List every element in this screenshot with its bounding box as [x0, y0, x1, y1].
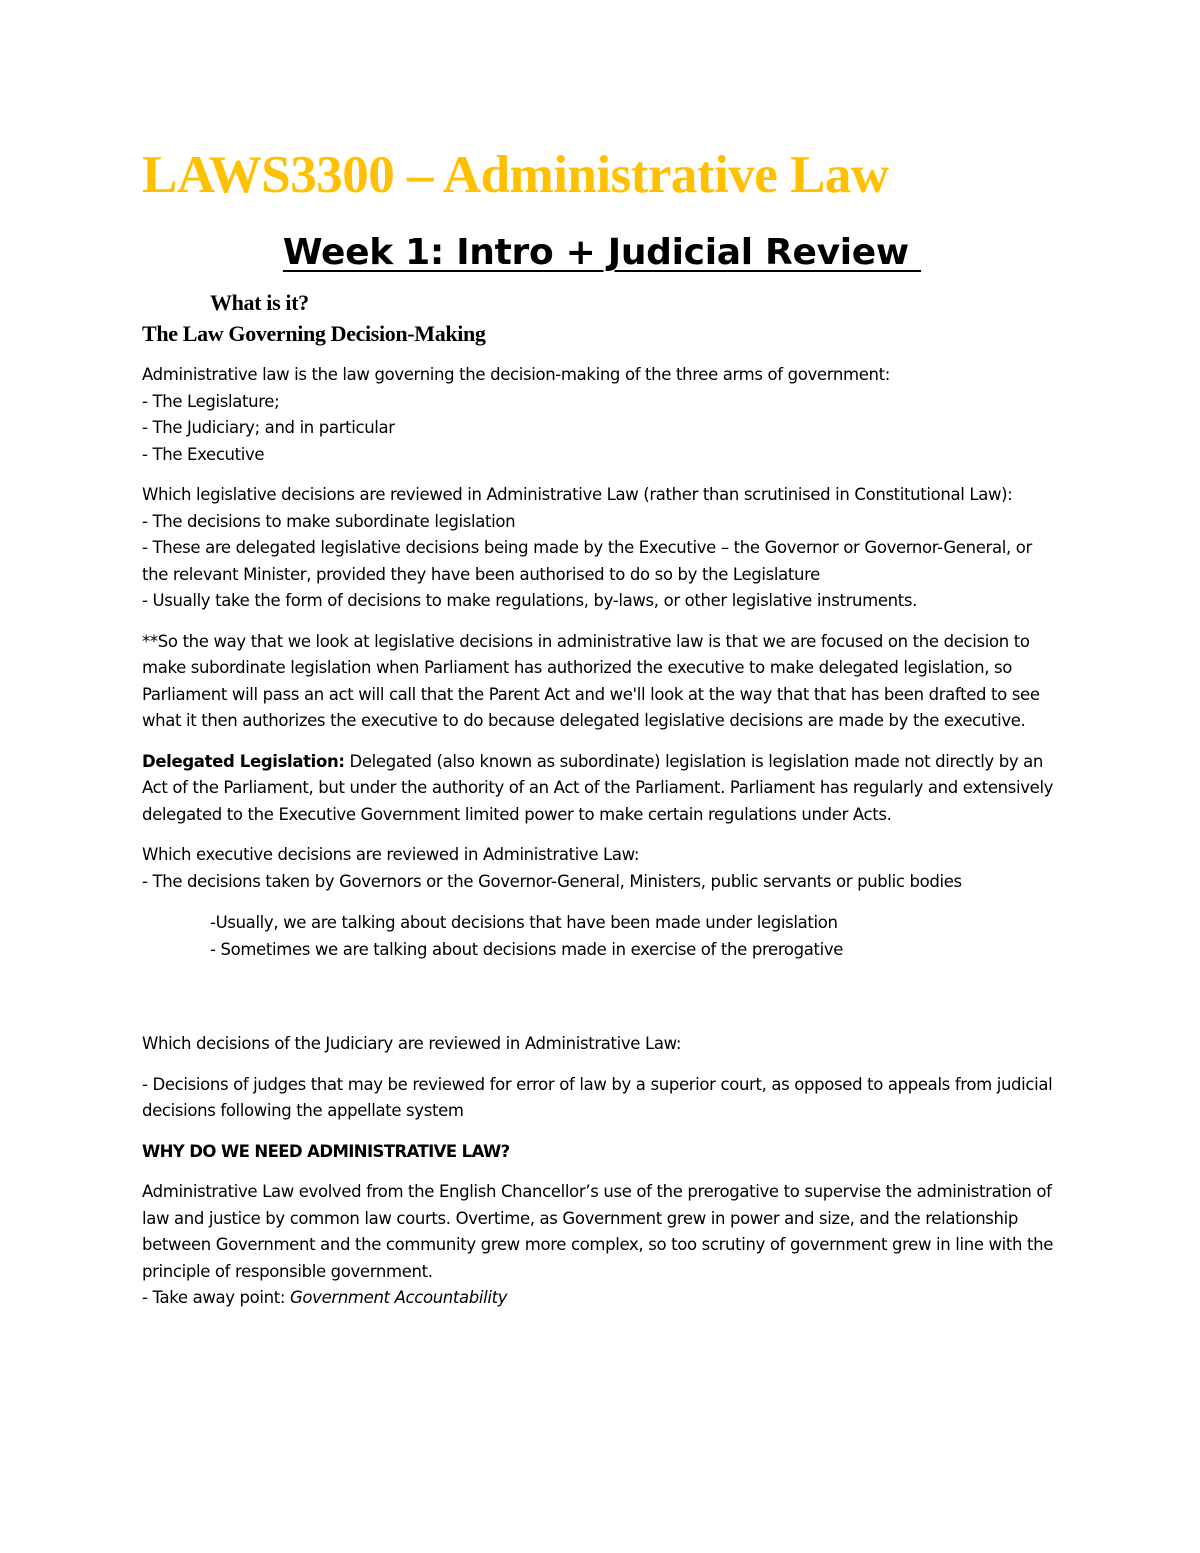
week-heading: Week 1: Intro + Judicial Review — [282, 232, 922, 273]
sub-list-item: -Usually, we are talking about decisions that have been made under legislation — [210, 913, 838, 932]
why-heading: WHY DO WE NEED ADMINISTRATIVE LAW? — [142, 1141, 510, 1161]
document-title: LAWS3300 – Administrative Law — [142, 146, 889, 204]
list-item: - Usually take the form of decisions to make regulations, by-laws, or other legislative instruments. — [142, 591, 917, 610]
list-item: - The decisions taken by Governors or the Governor-General, Ministers, public servants or public bodies — [142, 871, 962, 891]
list-item: - The Judiciary; and in particular — [142, 418, 395, 437]
judiciary-lead: Which decisions of the Judiciary are reviewed in Administrative Law: — [142, 1034, 682, 1053]
list-item: - The decisions to make subordinate legislation — [142, 511, 516, 531]
executive-block — [142, 842, 1062, 895]
intro-lead: Administrative law is the law governing the decision-making of the three arms of government: — [142, 365, 890, 384]
intro-block — [142, 362, 1062, 468]
judiciary-item: - Decisions of judges that may be reviewed for error of law by a superior court, as opposed to appeals from judicial decisions following the appellate system — [142, 1074, 1053, 1120]
why-block — [142, 1179, 1062, 1312]
sub-list-item: - Sometimes we are talking about decisions made in exercise of the prerogative — [210, 939, 844, 959]
takeaway-label: - Take away point: — [142, 1288, 290, 1307]
delegated-legislation-term: Delegated Legislation: — [142, 751, 345, 771]
legislative-block — [142, 482, 1062, 615]
executive-lead: Which executive decisions are reviewed in Administrative Law: — [142, 845, 640, 864]
delegated-legislation-text: Delegated (also known as subordinate) legislation is legislation made not directly by an Act of the Parliament, but under the authority of an Act of the Parliament. Parliament has regularly and extensively delegated to the Executive Government limited power to make certain regulations under Acts. — [142, 751, 1054, 824]
executive-sub-list — [142, 910, 1062, 963]
legislative-lead: Which legislative decisions are reviewed in Administrative Law (rather than scrutinised in Constitutional Law): — [142, 485, 1013, 504]
takeaway-value: Government Accountability — [289, 1288, 508, 1307]
takeaway-line — [142, 1285, 1062, 1312]
list-item: - The Legislature; — [142, 391, 280, 411]
delegated-legislation-paragraph — [142, 749, 1062, 829]
what-is-it-heading: What is it? — [210, 290, 309, 315]
list-item: - These are delegated legislative decisions being made by the Executive – the Governor or Governor-General, or the relevant Minister, provided they have been authorised to do so by the Legislature — [142, 538, 1032, 584]
note-paragraph: **So the way that we look at legislative decisions in administrative law is that we are focused on the decision to make subordinate legislation when Parliament has authorized the executive to make delegated legislation, so Parliament will pass an act will call that the Parent Act and we'll look at the way that that has been drafted to see what it then authorizes the executive to do because delegated legislative decisions are made by the executive. — [142, 631, 1040, 730]
list-item: - The Executive — [142, 444, 265, 464]
why-paragraph: Administrative Law evolved from the English Chancellor’s use of the prerogative to supervise the administration of law and justice by common law courts. Overtime, as Government grew in power and size, and the relationship between Government and the community grew more complex, so too scrutiny of government grew in line with the principle of responsible government. — [142, 1182, 1054, 1281]
section-subheading: The Law Governing Decision-Making — [142, 321, 486, 346]
document-body — [142, 140, 1062, 1312]
